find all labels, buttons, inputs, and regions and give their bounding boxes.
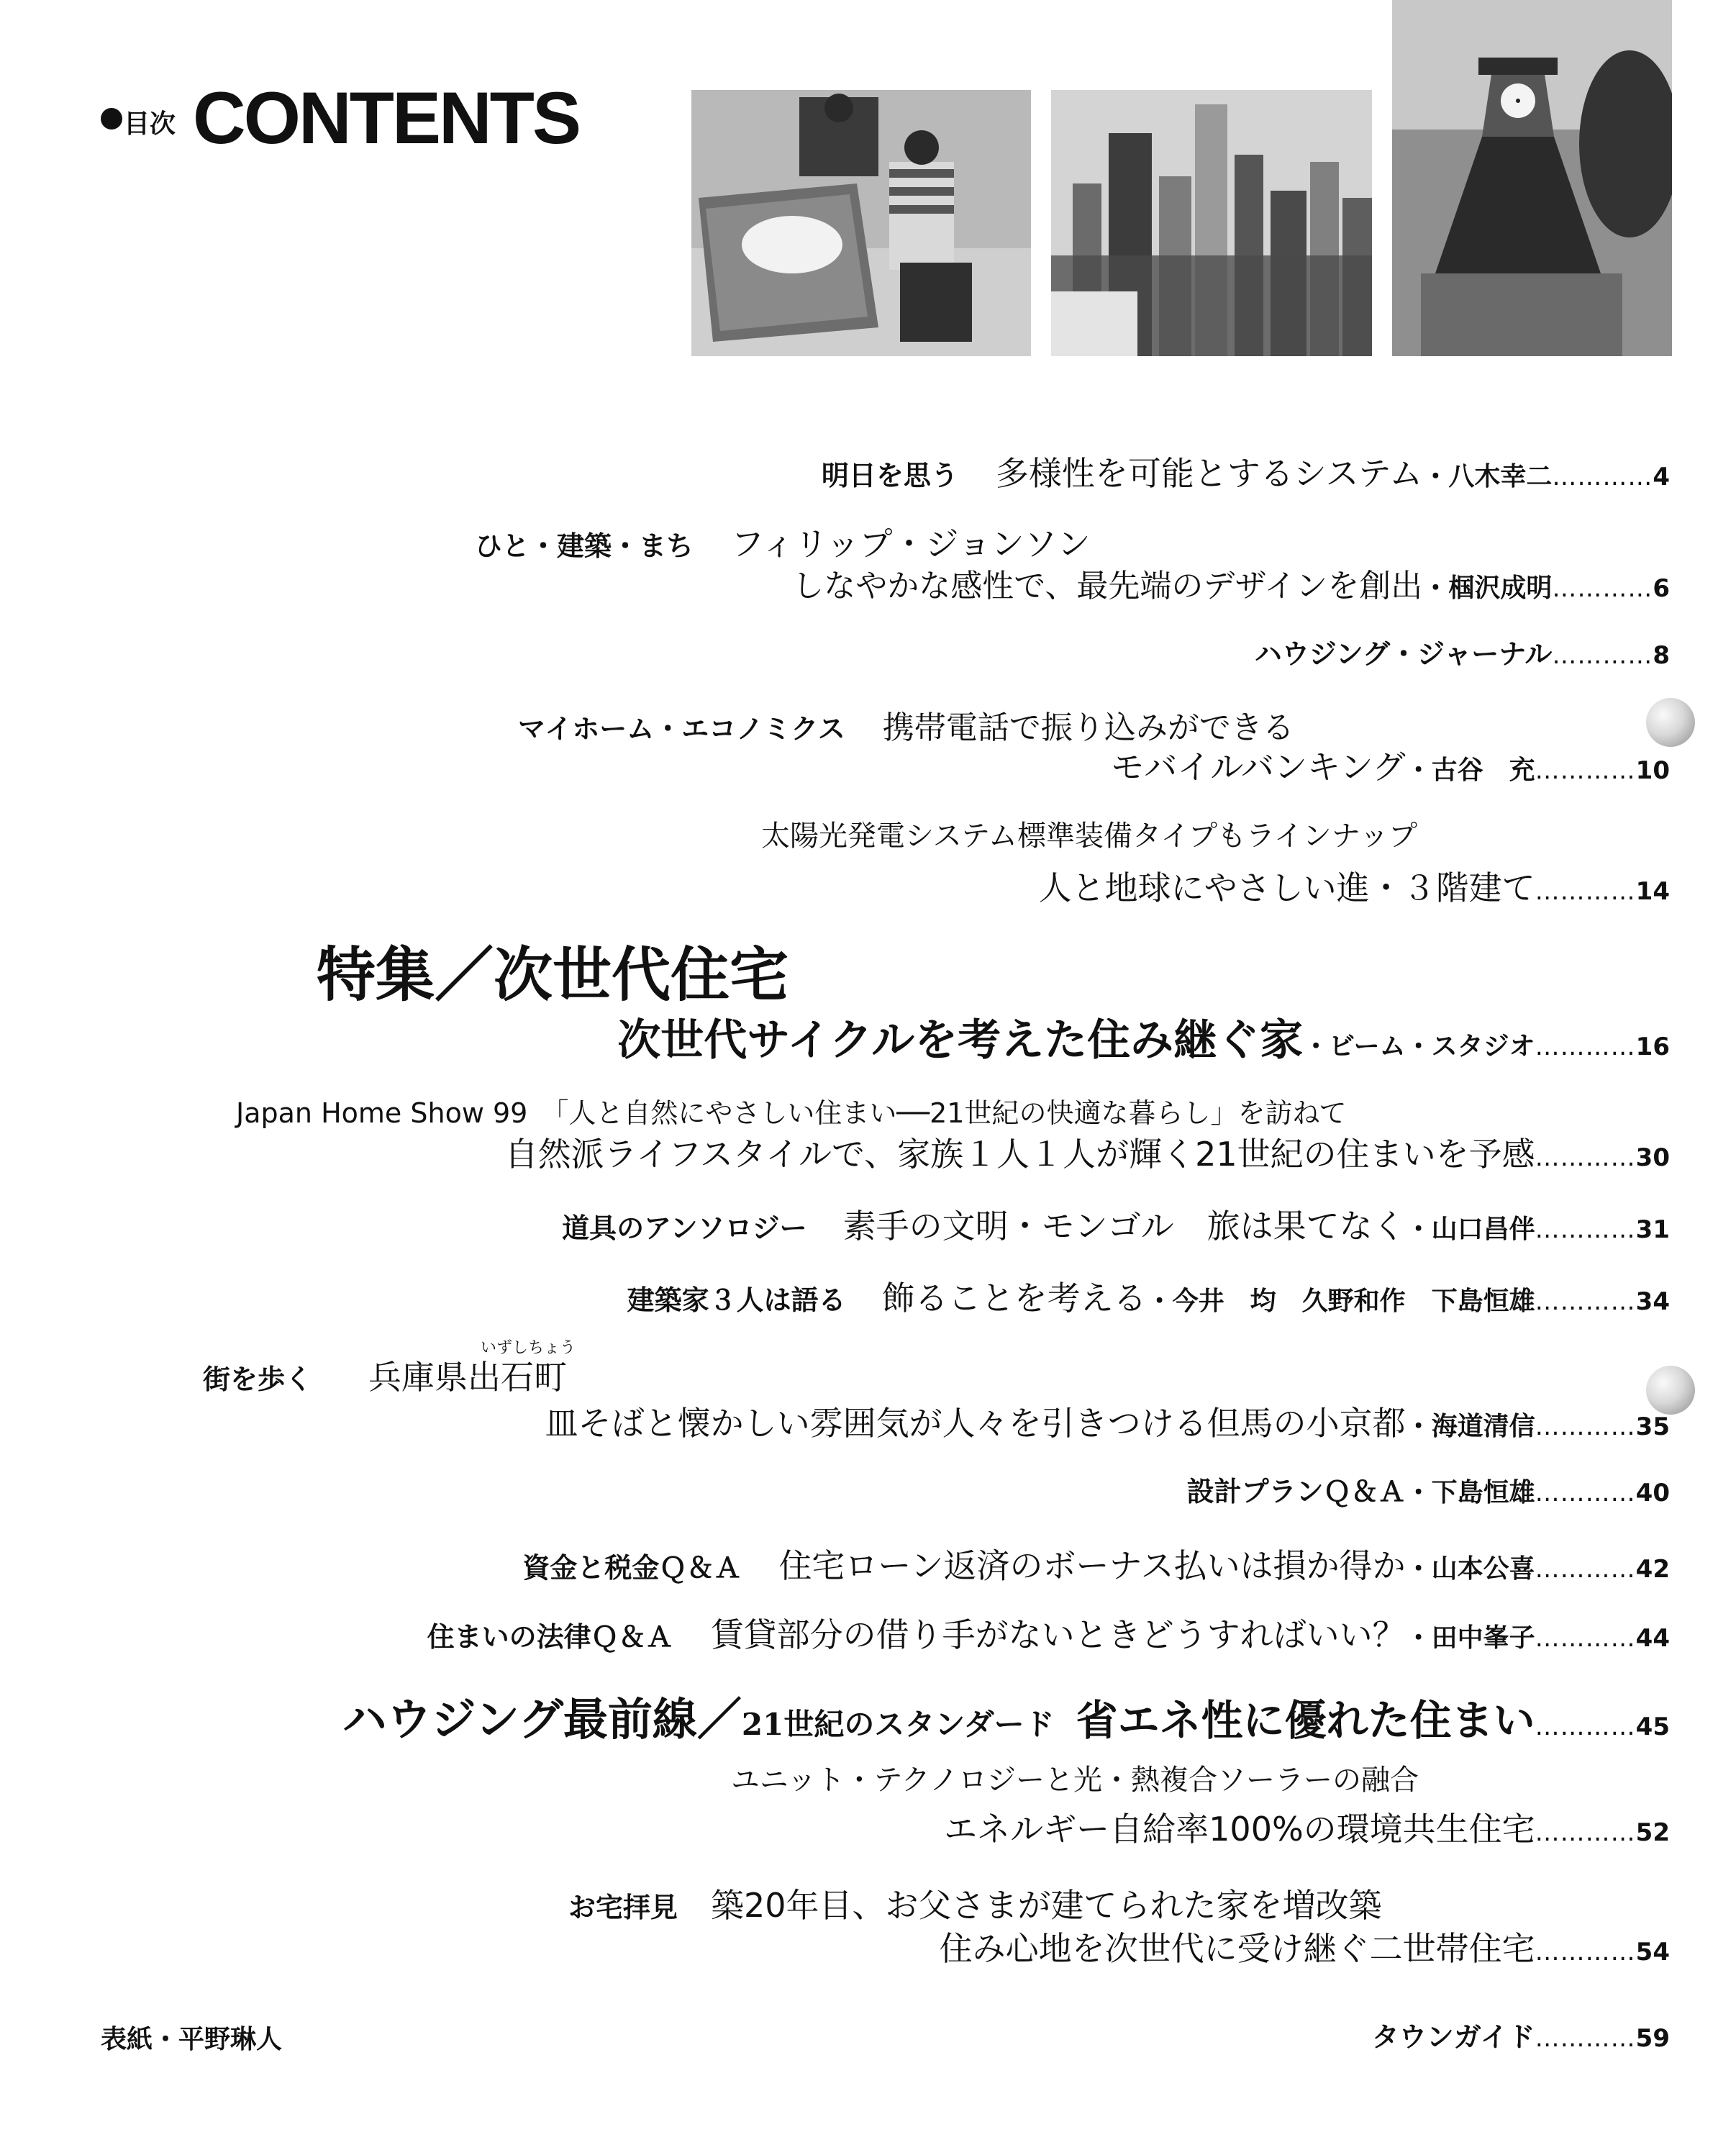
entry-title: 住宅ローン返済のボーナス払いは損か得か (778, 1546, 1406, 1585)
mokuji-label: 目次 (124, 109, 176, 139)
entry-title: 設計プランＱ＆Ａ (1186, 1476, 1406, 1507)
ruby-text: いずしちょう (481, 1339, 576, 1357)
entry-subtitle: モバイルバンキング (1111, 748, 1406, 786)
bullet-dot-icon (101, 108, 122, 130)
section-label: マイホーム・エコノミクス (518, 713, 845, 745)
entry-author: ・田中峯子 (1405, 1623, 1535, 1653)
entry-title: 飾ることを考える (881, 1279, 1147, 1317)
toc-entry-54[interactable] (568, 1879, 1382, 1927)
leader-dots: ………… (1535, 1412, 1636, 1441)
toc-entry-6-subtitle (792, 560, 1670, 606)
toc-entry-42[interactable] (522, 1540, 1670, 1587)
toc-entry-8[interactable] (1255, 632, 1670, 671)
toc-entry-34[interactable] (627, 1272, 1670, 1320)
leader-dots: ………… (1535, 1624, 1636, 1653)
toc-entry-10-subtitle (1111, 741, 1670, 789)
toc-entry-45[interactable] (342, 1684, 1670, 1748)
page-number: 31 (1635, 1215, 1670, 1244)
toc-entry-44[interactable] (427, 1609, 1670, 1656)
section-label: お宅拝見 (568, 1892, 678, 1923)
entry-title: 次世代サイクルを考えた住み継ぐ家 (617, 1015, 1304, 1066)
toc-entry-54-subtitle (940, 1923, 1670, 1970)
entry-author: ・山本公喜 (1405, 1554, 1535, 1584)
entry-subheading: 21世紀のスタンダード (741, 1707, 1055, 1742)
page-number: 45 (1635, 1713, 1670, 1741)
entry-title: ハウジング・ジャーナル (1254, 638, 1553, 670)
page-number: 4 (1653, 463, 1670, 491)
page-number: 44 (1635, 1624, 1670, 1653)
leader-dots: ………… (1535, 1287, 1636, 1316)
page-number: 6 (1653, 574, 1670, 603)
binder-hole-icon (1646, 698, 1695, 747)
page-number: 10 (1635, 756, 1670, 785)
leader-dots: ………… (1535, 1215, 1636, 1244)
entry-author: ・海道清信 (1405, 1412, 1535, 1441)
page-number: 42 (1635, 1555, 1670, 1584)
entry-title: 築20年目、お父さまが建てられた家を増改築 (711, 1886, 1382, 1925)
leader-dots: ………… (1535, 2024, 1636, 2053)
entry-author: ・八木幸二 (1422, 462, 1553, 491)
photo-clock-tower (1392, 0, 1672, 356)
page-number: 54 (1635, 1938, 1670, 1967)
entry-author: ・山口昌伴 (1405, 1215, 1535, 1244)
feature-heading: ハウジング最前線／ (342, 1693, 742, 1746)
section-label: 建築家３人は語る (627, 1284, 846, 1316)
page-number: 59 (1635, 2024, 1670, 2053)
section-label: 道具のアンソロジー (562, 1212, 807, 1244)
section-label: 資金と税金Ｑ＆Ａ (522, 1552, 742, 1584)
entry-subtitle: エネルギー自給率100%の環境共生住宅 (944, 1810, 1535, 1849)
toc-entry-59[interactable] (1372, 2015, 1670, 2054)
entry-title: ユニット・テクノロジーと光・熱複合ソーラーの融合 (731, 1764, 1419, 1797)
page-number: 30 (1635, 1143, 1670, 1172)
entry-title: 賃貸部分の借り手がないときどうすればいい？ (710, 1615, 1406, 1654)
photo-city-skyline (1051, 90, 1372, 356)
section-label: 住まいの法律Ｑ＆Ａ (427, 1621, 673, 1653)
photo-people-on-mat (691, 90, 1031, 356)
section-label: ひと・建築・まち (475, 530, 694, 562)
leader-dots: ………… (1535, 756, 1636, 785)
page-title: CONTENTS (193, 77, 579, 159)
page-number: 16 (1635, 1033, 1670, 1061)
entry-subtitle: 人と地球にやさしい進・３階建て (1038, 868, 1535, 907)
leader-dots: ………… (1535, 1938, 1636, 1967)
leader-dots: ………… (1552, 463, 1653, 491)
leader-dots: ………… (1535, 1033, 1636, 1061)
entry-subtitle: 自然派ライフスタイルで、家族１人１人が輝く21世紀の住まいを予感 (504, 1135, 1535, 1174)
page-number: 8 (1653, 641, 1670, 670)
page-number: 34 (1635, 1287, 1670, 1316)
entry-title: 太陽光発電システム標準装備タイプもラインナップ (761, 820, 1417, 853)
toc-entry-14[interactable] (761, 813, 1417, 854)
page-number: 35 (1635, 1412, 1670, 1441)
entry-author: ・ビーム・スタジオ (1303, 1032, 1535, 1061)
toc-entry-14-subtitle (1039, 862, 1670, 910)
entry-title: フィリップ・ジョンソン (731, 525, 1091, 563)
entry-title: タウンガイド (1371, 2021, 1535, 2053)
entry-subtitle: しなやかな感性で、最先端のデザインを創出 (792, 568, 1423, 604)
entry-author: ・椢沢成明 (1422, 573, 1553, 603)
entry-title: 素手の文明・モンゴル 旅は果てなく (842, 1207, 1406, 1246)
leader-dots: ………… (1535, 1713, 1636, 1741)
binder-hole-icon (1646, 1366, 1695, 1415)
entry-author: ・下島恒雄 (1405, 1478, 1535, 1507)
leader-dots: ………… (1535, 1143, 1636, 1172)
toc-entry-52[interactable] (731, 1757, 1419, 1798)
cover-credit: 表紙・平野琳人 (101, 2025, 283, 2054)
entry-subtitle: 皿そばと懐かしい雰囲気が人々を引きつける但馬の小京都 (545, 1404, 1406, 1443)
toc-entry-52-subtitle (944, 1803, 1670, 1851)
toc-entry-35[interactable] (545, 1397, 1670, 1445)
leader-dots: ………… (1535, 1479, 1636, 1507)
leader-dots: ………… (1552, 574, 1653, 603)
page-number: 40 (1635, 1479, 1670, 1507)
entry-author: ・古谷 充 (1405, 756, 1535, 785)
entry-title: 省エネ性に優れた住まい (1076, 1696, 1535, 1745)
toc-entry-31[interactable] (562, 1200, 1670, 1248)
feature-heading: 特集／次世代住宅 (317, 940, 789, 1010)
leader-dots: ………… (1535, 877, 1636, 906)
page-number: 14 (1635, 877, 1670, 906)
leader-dots: ………… (1535, 1555, 1636, 1584)
section-label: 街を歩く (203, 1364, 313, 1395)
entry-title: 兵庫県出石町 (368, 1358, 567, 1397)
entry-subtitle: 住み心地を次世代に受け継ぐ二世帯住宅 (939, 1929, 1535, 1968)
page-number: 52 (1635, 1818, 1670, 1847)
toc-entry-6[interactable] (475, 518, 1091, 566)
leader-dots: ………… (1535, 1818, 1636, 1847)
entry-author: ・今井 均 久野和作 下島恒雄 (1146, 1287, 1535, 1316)
entry-title: 多様性を可能とするシステム (995, 454, 1423, 493)
section-label: 明日を思う (821, 460, 958, 491)
leader-dots: ………… (1552, 641, 1653, 670)
entry-title: 携帯電話で振り込みができる (882, 709, 1294, 746)
toc-entry-4[interactable] (822, 448, 1670, 495)
toc-entry-40[interactable] (1187, 1469, 1670, 1509)
toc-entry-16[interactable] (617, 1006, 1670, 1068)
toc-entry-30-subtitle (505, 1128, 1670, 1176)
toc-entry-30[interactable] (236, 1091, 1347, 1130)
entry-title: Japan Home Show 99 「人と自然にやさしい住まい──21世紀の快適な暮らし」を訪ねて (236, 1097, 1347, 1129)
